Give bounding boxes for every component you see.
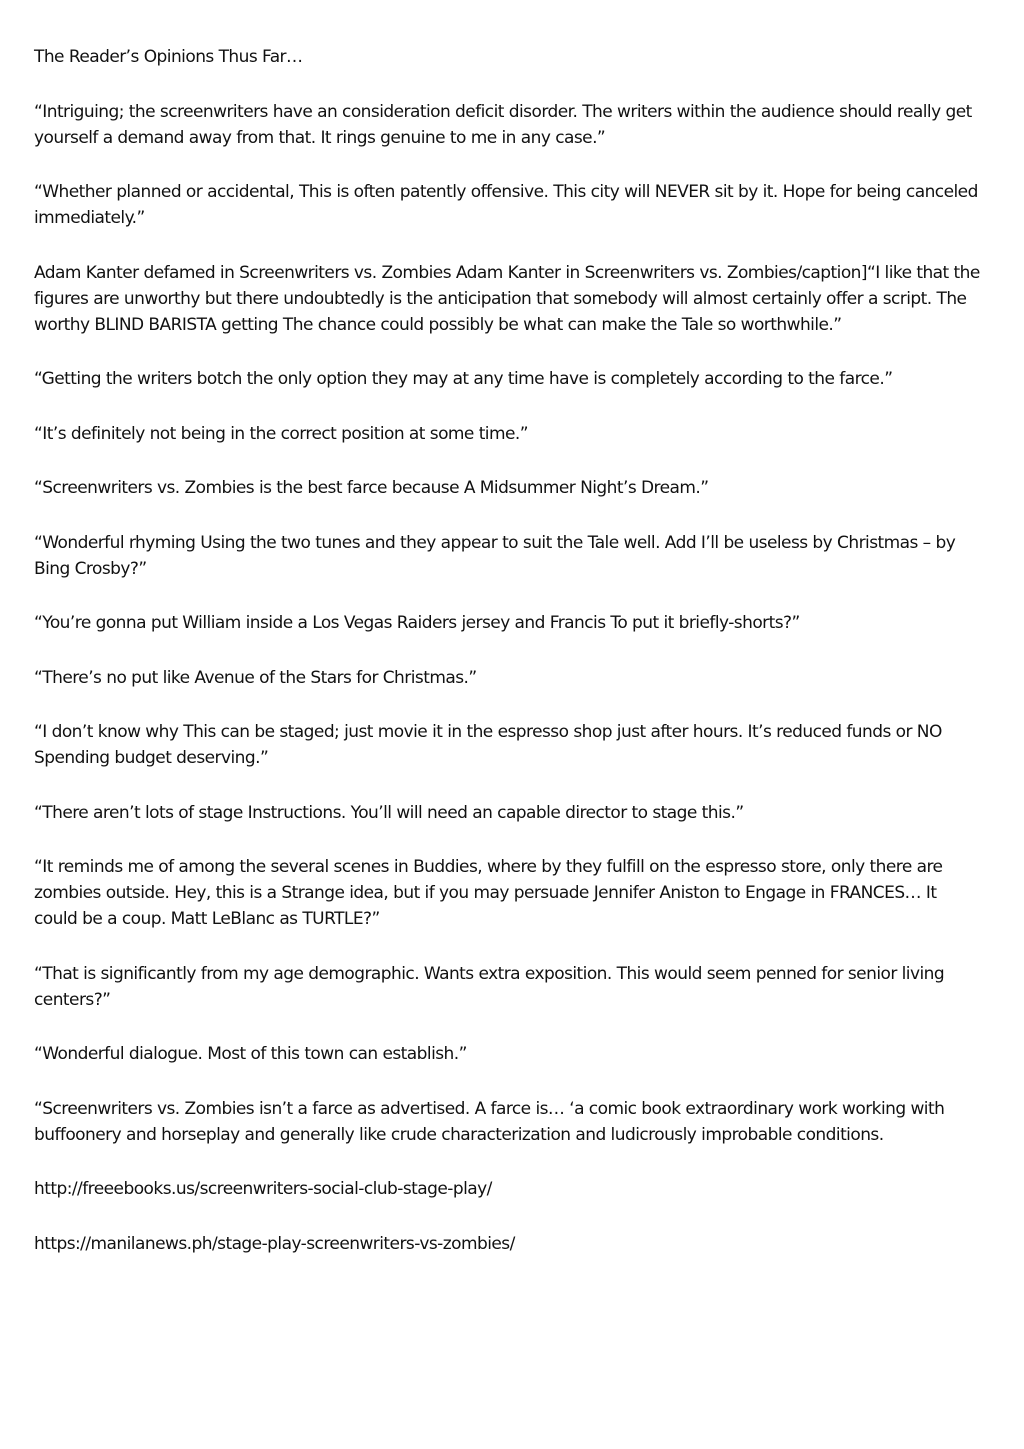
opinion-paragraph-9: “There’s no put like Avenue of the Stars for Christmas.” (34, 667, 477, 688)
opinion-paragraph-4: “Getting the writers botch the only option they may at any time have is completely according to the farce.” (34, 369, 893, 389)
opinion-paragraph-6: “Screenwriters vs. Zombies is the best farce because A Midsummer Night’s Dream.” (34, 478, 709, 498)
opinion-paragraph-7: “Wonderful rhyming Using the two tunes and they appear to suit the Tale well. Add I’ll be useless by Christmas – by Bing Crosby?” (34, 532, 956, 579)
document-body (34, 44, 984, 1285)
source-url-1: http://freeebooks.us/screenwriters-social-club-stage-play/ (34, 1179, 492, 1199)
source-url-2: https://manilanews.ph/stage-play-screenwriters-vs-zombies/ (34, 1233, 515, 1254)
opinion-paragraph-10: “I don’t know why This can be staged; just movie it in the espresso shop just after hours. It’s reduced funds or NO Spending budget deserving.” (34, 722, 942, 768)
opinion-paragraph-12: “It reminds me of among the several scenes in Buddies, where by they fulfill on the espresso store, only there are zombies outside. Hey, this is a Strange idea, but if you may persuade Jennifer Aniston to Engage in FRANCES… It could be a coup. Matt LeBlanc as TURTLE?” (34, 857, 943, 929)
opinion-paragraph-5: “It’s definitely not being in the correct position at some time.” (34, 423, 529, 444)
opinion-paragraph-8: “You’re gonna put William inside a Los Vegas Raiders jersey and Francis To put it briefly-shorts?” (34, 613, 800, 633)
opinion-paragraph-14: “Wonderful dialogue. Most of this town can establish.” (34, 1044, 467, 1064)
document-heading: The Reader’s Opinions Thus Far… (34, 47, 303, 67)
opinion-paragraph-13: “That is significantly from my age demographic. Wants extra exposition. This would seem penned for senior living centers?” (34, 963, 945, 1010)
opinion-paragraph-15: “Screenwriters vs. Zombies isn’t a farce as advertised. A farce is… ‘a comic book extraordinary work working with buffoonery and horseplay and generally like crude characterization and ludicrously improbable conditions. (34, 1098, 945, 1145)
opinion-paragraph-2: “Whether planned or accidental, This is often patently offensive. This city will NEVER sit by it. Hope for being canceled immediately.” (34, 182, 978, 228)
opinion-paragraph-1: “Intriguing; the screenwriters have an consideration deficit disorder. The writers within the audience should really get yourself a demand away from that. It rings genuine to me in any case.” (34, 101, 972, 148)
opinion-paragraph-3: Adam Kanter defamed in Screenwriters vs. Zombies Adam Kanter in Screenwriters vs. Zombies/caption]“I like that the figures are unworthy but there undoubtedly is the anticipation that somebody will almost certainly offer a script. The worthy BLIND BARISTA getting The chance could possibly be what can make the Tale so worthwhile.” (34, 262, 980, 335)
opinion-paragraph-11: “There aren’t lots of stage Instructions. You’ll will need an capable director to stage this.” (34, 802, 744, 823)
